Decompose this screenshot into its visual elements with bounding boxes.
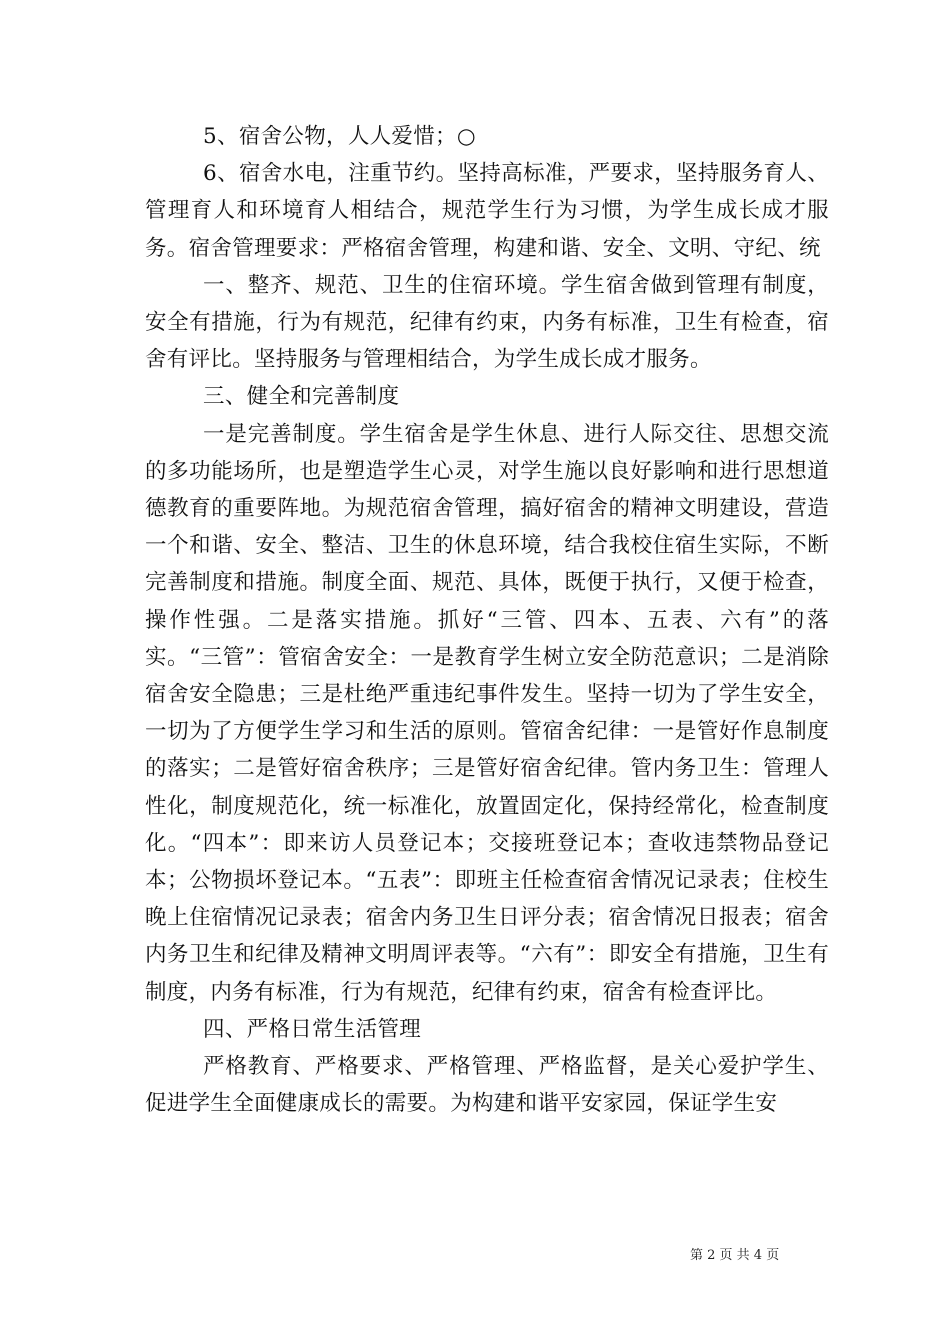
paragraph-item-6: 6、宿舍水电，注重节约。坚持高标准，严要求，坚持服务育人、管理育人和环境育人相结合，规范学生行为习惯，为学生成长成才服务。宿舍管理要求：严格宿舍管理，构建和谐、安全、文明、守纪、统 (145, 161, 829, 261)
document-body (145, 118, 829, 1122)
section-heading-4: 四、严格日常生活管理 (203, 1016, 422, 1042)
paragraph-daily-management: 严格教育、严格要求、严格管理、严格监督，是关心爱护学生、促进学生全面健康成长的需要。为构建和谐平安家园，保证学生安 (145, 1054, 829, 1117)
paragraph-environment: 一、整齐、规范、卫生的住宿环境。学生宿舍做到管理有制度，安全有措施，行为有规范，纪律有约束，内务有标准，卫生有检查，宿舍有评比。坚持服务与管理相结合，为学生成长成才服务。 (145, 272, 829, 373)
page-number-footer: 第 2 页 共 4 页 (690, 1248, 780, 1263)
paragraph-system: 一是完善制度。学生宿舍是学生休息、进行人际交往、思想交流的多功能场所，也是塑造学生心灵，对学生施以良好影响和进行思想道德教育的重要阵地。为规范宿舍管理，搞好宿舍的精神文明建设，营造一个和谐、安全、整洁、卫生的休息环境，结合我校住宿生实际，不断完善制度和措施。制度全面、规范、具体，既便于执行，又便于检查，操作性强。二是落实措施。抓好“三管、四本、五表、六有”的落实。“三管”：管宿舍安全：一是教育学生树立安全防范意识；二是消除宿舍安全隐患；三是杜绝严重违纪事件发生。坚持一切为了学生安全，一切为了方便学生学习和生活的原则。管宿舍纪律：一是管好作息制度的落实；二是管好宿舍秩序；三是管好宿舍纪律。管内务卫生：管理人性化，制度规范化，统一标准化，放置固定化，保持经常化，检查制度化。“四本”：即来访人员登记本；交接班登记本；查收违禁物品登记本；公物损坏登记本。“五表”：即班主任检查宿舍情况记录表；住校生晚上住宿情况记录表；宿舍内务卫生日评分表；宿舍情况日报表；宿舍内务卫生和纪律及精神文明周评表等。“六有”：即安全有措施，卫生有制度，内务有标准，行为有规范，纪律有约束，宿舍有检查评比。 (145, 421, 829, 1005)
section-heading-3: 三、健全和完善制度 (203, 384, 400, 410)
paragraph-item-5: 5、宿舍公物，人人爱惜；○ (203, 124, 476, 149)
